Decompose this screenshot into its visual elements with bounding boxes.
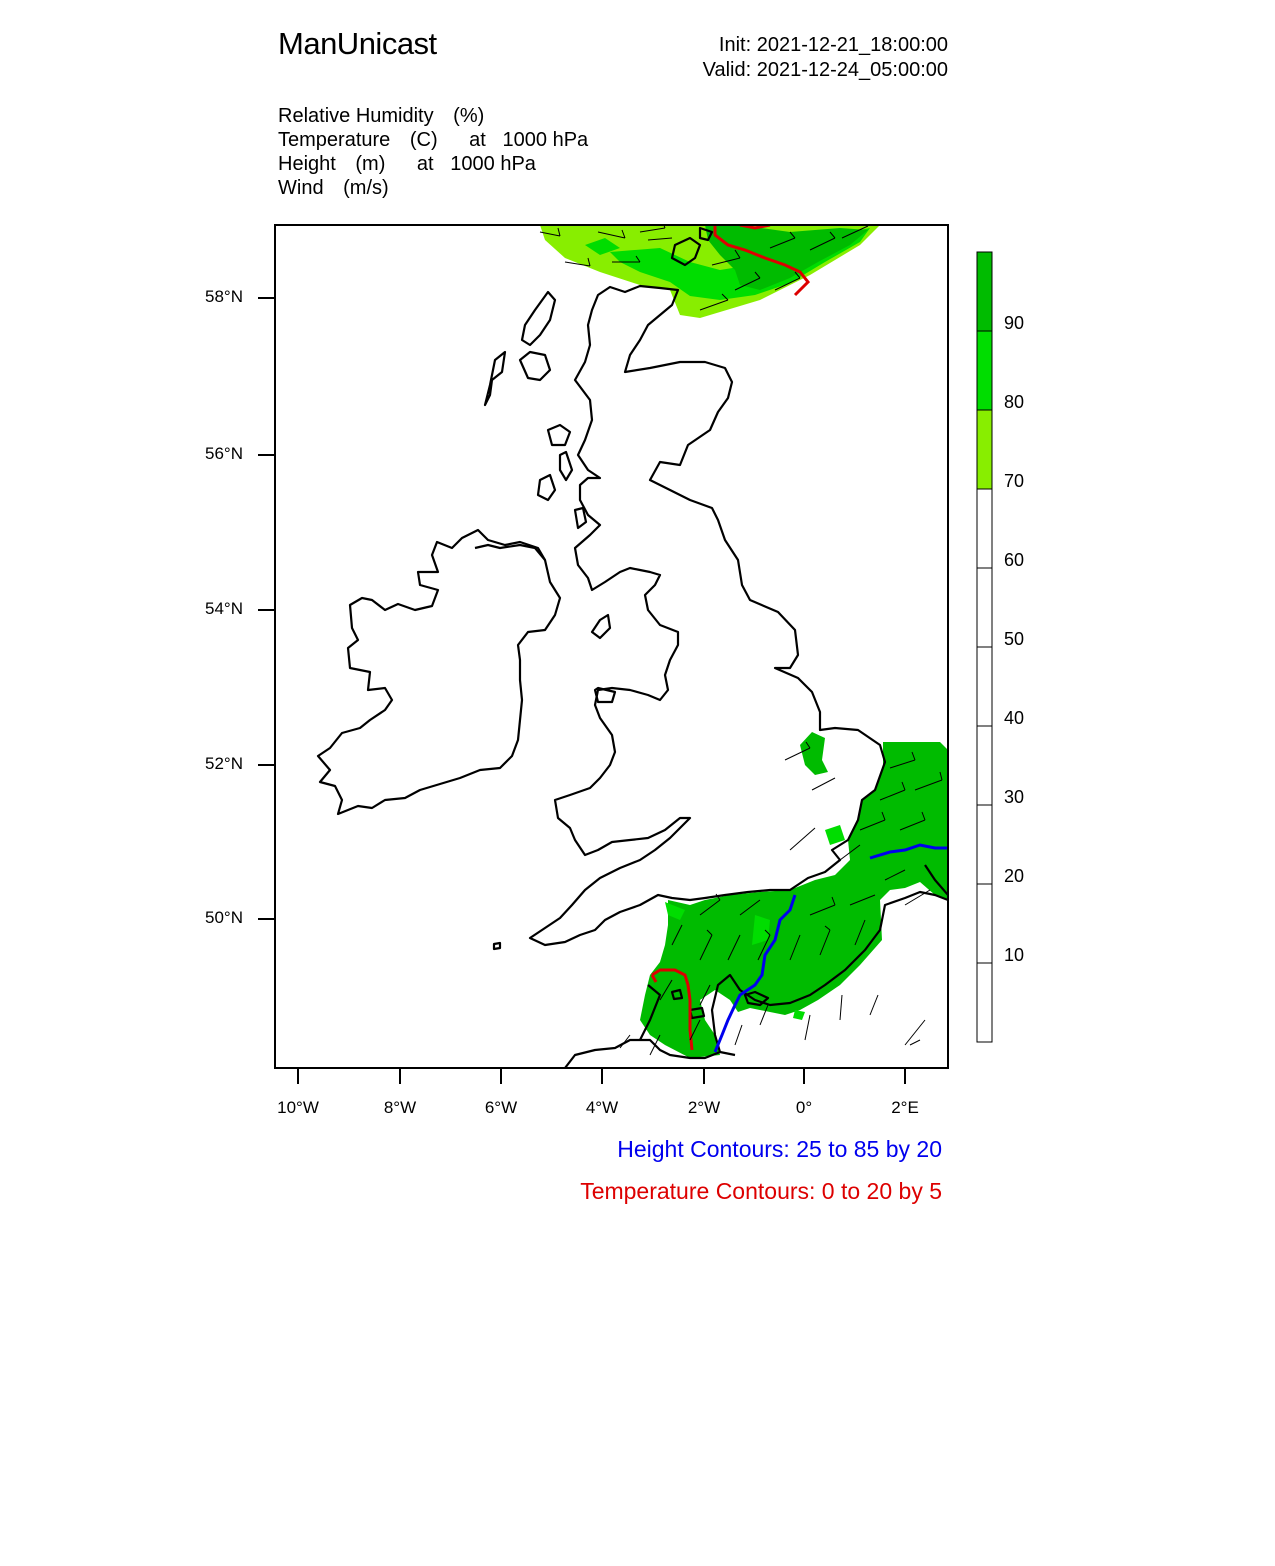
- temperature-contour-note: Temperature Contours: 0 to 20 by 5: [580, 1178, 942, 1204]
- colorbar-label: 40: [1004, 708, 1025, 728]
- coastline-arran: [575, 508, 586, 528]
- colorbar-label: 30: [1004, 787, 1025, 807]
- coastline-ireland: [318, 530, 560, 814]
- field-unit: (%): [453, 105, 485, 127]
- colorbar-label: 70: [1004, 471, 1025, 491]
- wind-barb: [812, 778, 835, 790]
- colorbar: [977, 252, 992, 1042]
- colorbar-bin-90-100: [977, 252, 992, 331]
- field-unit: (m/s): [343, 177, 389, 199]
- height-contour-note: Height Contours: 25 to 85 by 20: [617, 1136, 942, 1162]
- coastline-western-isles: [522, 292, 555, 345]
- coastline-scilly: [494, 943, 500, 949]
- wind-barb: [735, 1025, 742, 1045]
- wind-barb: [805, 1015, 810, 1040]
- lon-label: 4°W: [585, 1098, 619, 1117]
- field-unit: (C): [409, 129, 438, 151]
- field-name: Relative Humidity: [278, 105, 434, 127]
- coastline-great-britain: [530, 286, 885, 945]
- valid-time: Valid: 2021-12-24_05:00:00: [702, 59, 948, 81]
- map-title: ManUnicast: [278, 26, 437, 61]
- field-level: at 1000 hPa: [416, 153, 536, 175]
- colorbar-label: 10: [1004, 945, 1025, 965]
- coastline-skye: [520, 352, 550, 380]
- coastline-ni-north: [475, 545, 545, 560]
- field-name: Temperature: [278, 129, 391, 151]
- lon-label: 6°W: [484, 1098, 518, 1117]
- coastline-jura: [560, 452, 572, 480]
- lat-label: 56°N: [205, 444, 243, 463]
- wind-barb: [870, 995, 878, 1015]
- field-name: Wind: [278, 177, 324, 199]
- coastline-isle-of-man: [592, 615, 610, 638]
- coastline-mull: [548, 425, 570, 445]
- colorbar-label: 90: [1004, 313, 1025, 333]
- lon-label: 2°W: [687, 1098, 721, 1117]
- field-level: at 1000 hPa: [469, 129, 589, 151]
- field-unit: (m): [355, 153, 386, 175]
- colorbar-label: 80: [1004, 392, 1025, 412]
- lon-label: 0°: [795, 1098, 813, 1117]
- coastline-islay: [538, 475, 555, 500]
- colorbar-label: 50: [1004, 629, 1025, 649]
- wind-barb: [840, 995, 842, 1020]
- wind-barb: [905, 1020, 925, 1045]
- lat-ticks: [258, 298, 275, 919]
- colorbar-bin-70-80: [977, 410, 992, 489]
- colorbar-bin-80-90: [977, 331, 992, 410]
- colorbar-label: 20: [1004, 866, 1025, 886]
- colorbar-label: 60: [1004, 550, 1025, 570]
- lon-label: 10°W: [277, 1098, 319, 1117]
- wind-barb: [790, 828, 815, 850]
- lon-label: 8°W: [383, 1098, 417, 1117]
- field-name: Height: [278, 153, 336, 175]
- lat-label: 50°N: [205, 908, 243, 927]
- lat-label: 52°N: [205, 754, 243, 773]
- lon-ticks: [298, 1068, 905, 1084]
- rh-shading-north: [540, 225, 880, 318]
- lat-label: 58°N: [205, 287, 243, 306]
- wind-barb: [910, 1040, 920, 1045]
- coastline-outer-hebrides: [485, 352, 505, 405]
- lon-label: 2°E: [891, 1098, 919, 1117]
- init-time: Init: 2021-12-21_18:00:00: [718, 34, 948, 56]
- lat-label: 54°N: [205, 599, 243, 618]
